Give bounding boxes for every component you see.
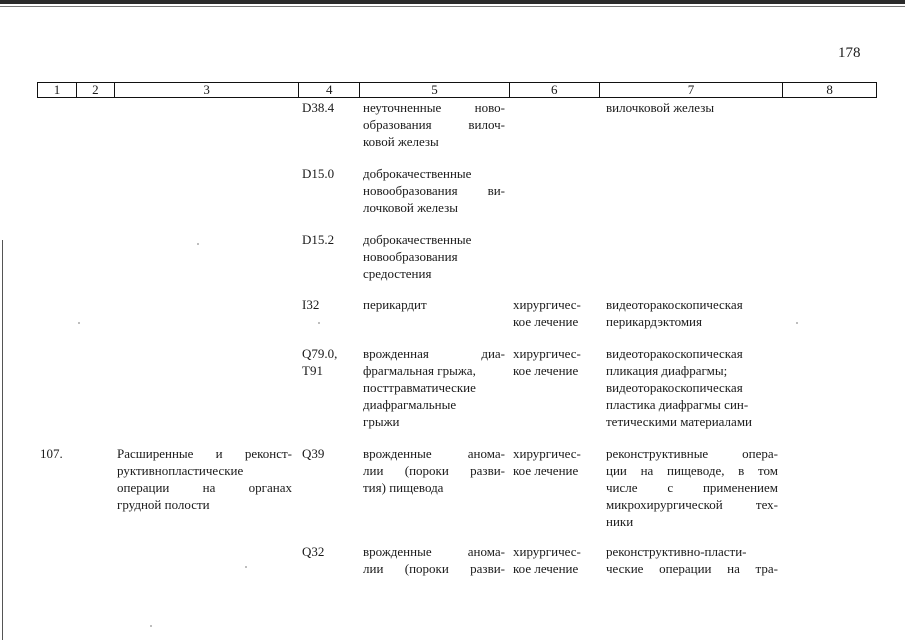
diagnosis-text: перикардит <box>363 297 427 312</box>
treatment-type: хирургичес- кое лечение <box>513 544 581 576</box>
header-col-5: 5 <box>360 83 510 97</box>
row-number: 107. <box>40 446 63 461</box>
scan-speck <box>150 625 152 627</box>
icd-code: Q39 <box>302 446 325 461</box>
treatment-type: хирургичес- кое лечение <box>513 297 581 329</box>
method-text: реконструктивные опера- ции на пищеводе, в том числе с применением микрохирургической тех- ники <box>606 446 778 529</box>
icd-code: D15.0 <box>302 166 335 181</box>
operation-group-name: Расширенные и реконст- руктивнопластические операции на органах грудной полости <box>117 446 292 512</box>
scan-speck <box>245 566 247 568</box>
icd-code: D15.2 <box>302 232 335 247</box>
method-text: видеоторакоскопическая пликация диафрагмы; видеоторакоскопическая пластика диафрагмы син- тетическими материалами <box>606 346 753 429</box>
diagnosis-text: врожденные анома- лии (пороки разви- тия) пищевода <box>363 446 505 495</box>
treatment-type: хирургичес- кое лечение <box>513 346 581 378</box>
header-col-8: 8 <box>826 82 833 97</box>
scan-speck <box>318 322 320 324</box>
diagnosis-text: врожденная диа- фрагмальная грыжа, посттравматические диафрагмальные грыжи <box>363 346 505 429</box>
icd-code: Q79.0, T91 <box>302 346 338 378</box>
scan-speck <box>197 243 199 245</box>
page-number: 178 <box>838 45 861 61</box>
left-page-edge <box>2 240 3 640</box>
diagnosis-text: неуточненные ново- образования вилоч- ковой железы <box>363 100 505 149</box>
diagnosis-text: врожденные анома- лии (пороки разви- <box>363 544 505 576</box>
header-col-1: 1 <box>38 83 77 97</box>
table-header-row <box>37 82 877 98</box>
icd-code: I32 <box>302 297 320 312</box>
diagnosis-text: доброкачественные новообразования ви- лочковой железы <box>363 166 505 215</box>
scan-speck <box>78 322 80 324</box>
top-border-rule-thin <box>0 6 905 7</box>
header-col-7: 7 <box>600 83 784 97</box>
header-col-3: 3 <box>115 83 300 97</box>
method-text: вилочковой железы <box>606 100 715 115</box>
icd-code: Q32 <box>302 544 325 559</box>
header-col-4: 4 <box>299 83 360 97</box>
method-text: видеоторакоскопическая перикардэктомия <box>606 297 743 329</box>
treatment-type: хирургичес- кое лечение <box>513 446 581 478</box>
top-border-rule <box>0 0 905 4</box>
diagnosis-text: доброкачественные новообразования средостения <box>363 232 472 281</box>
icd-code: D38.4 <box>302 100 335 115</box>
header-col-2: 2 <box>77 83 115 97</box>
scan-speck <box>796 322 798 324</box>
header-col-6: 6 <box>510 83 600 97</box>
method-text: реконструктивно-пласти- ческие операции на тра- <box>606 544 778 576</box>
